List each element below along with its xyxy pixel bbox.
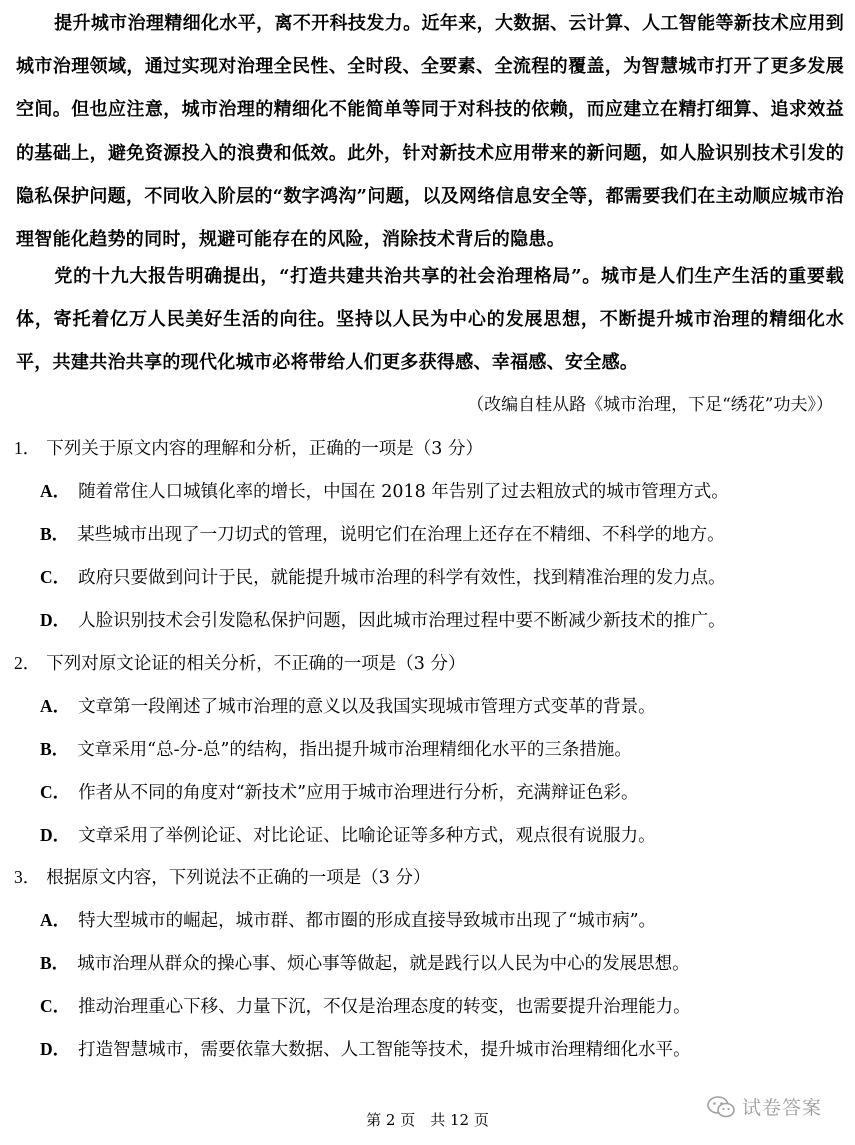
passage-paragraph-1-text: 提升城市治理精细化水平，离不开科技发力。近年来，大数据、云计算、人工智能等新技术应用到城市治理领域，通过实现对治理全民性、全时段、全要素、全流程的覆盖，为智慧城市打开了更多发展空间。但也应注意，城市治理的精细化不能简单等同于对科技的依赖，而应建立在精打细算、追求效益的基础上，避免资源投入的浪费和低效。此外，针对新技术应用带来的新问题，如人脸识别技术引发的隐私保护问题，不同收入阶层的“数字鸿沟”问题，以及网络信息安全等，都需要我们在主动顺应城市治理智能化趋势的同时，规避可能存在的风险，消除技术背后的隐患。 [16, 13, 844, 251]
question-3 [14, 856, 430, 900]
question-1-option-d [40, 599, 726, 643]
question-3-option-b [40, 942, 690, 986]
option-text: 文章采用了举例论证、对比论证、比喻论证等多种方式，观点很有说服力。 [78, 826, 656, 846]
watermark [706, 1093, 822, 1120]
question-2-option-d [40, 814, 656, 858]
question-2-option-c [40, 771, 639, 815]
option-text: 文章采用“总-分-总”的结构，指出提升城市治理精细化水平的三条措施。 [77, 740, 632, 760]
watermark-text: 试卷答案 [742, 1097, 823, 1119]
option-letter: C． [40, 996, 71, 1016]
option-text: 城市治理从群众的操心事、烦心事等做起，就是践行以人民为中心的发展思想。 [77, 954, 690, 974]
passage-paragraph-1 [16, 2, 844, 261]
option-text: 推动治理重心下移、力量下沉，不仅是治理态度的转变，也需要提升治理能力。 [78, 997, 691, 1017]
option-text: 随着常住人口城镇化率的增长，中国在 2018 年告别了过去粗放式的城市管理方式。 [78, 482, 729, 502]
question-1-option-b [40, 513, 725, 557]
passage-paragraph-2-text: 党的十九大报告明确提出，“打造共建共治共享的社会治理格局”。城市是人们生产生活的重要载体，寄托着亿万人民美好生活的向往。坚持以人民为中心的发展思想，不断提升城市治理的精细化水平，共建共治共享的现代化城市必将带给人们更多获得感、幸福感、安全感。 [16, 266, 844, 374]
question-1-stem: 下列关于原文内容的理解和分析，正确的一项是（3 分） [46, 439, 483, 459]
option-text: 某些城市出现了一刀切式的管理，说明它们在治理上还存在不精细、不科学的地方。 [77, 525, 725, 545]
option-letter: C． [40, 782, 71, 802]
page-footer: 第 2 页 共 12 页 [366, 1111, 489, 1129]
passage-paragraph-2 [16, 255, 844, 385]
question-1 [14, 427, 483, 471]
wechat-icon [706, 1095, 736, 1119]
option-text: 作者从不同的角度对“新技术”应用于城市治理进行分析，充满辩证色彩。 [78, 783, 639, 803]
option-letter: A． [40, 696, 71, 716]
option-letter: D． [40, 825, 71, 845]
question-3-stem: 根据原文内容，下列说法不正确的一项是（3 分） [46, 868, 431, 888]
question-2-stem: 下列对原文论证的相关分析，不正确的一项是（3 分） [46, 654, 466, 674]
question-2-option-b [40, 728, 632, 772]
question-1-option-c [40, 556, 726, 600]
option-letter: D． [40, 1039, 71, 1059]
question-2 [14, 642, 465, 686]
option-letter: B． [40, 953, 70, 973]
option-text: 文章第一段阐述了城市治理的意义以及我国实现城市管理方式变革的背景。 [78, 697, 656, 717]
question-3-number: 3． [14, 867, 41, 887]
option-letter: D． [40, 610, 71, 630]
option-letter: B． [40, 524, 70, 544]
option-letter: A． [40, 910, 71, 930]
question-3-option-a [40, 899, 656, 943]
question-3-option-c [40, 985, 691, 1029]
question-1-option-a [40, 470, 729, 514]
question-1-number: 1． [14, 438, 41, 458]
question-2-option-a [40, 685, 656, 729]
option-text: 政府只要做到问计于民，就能提升城市治理的科学有效性，找到精准治理的发力点。 [78, 568, 726, 588]
option-letter: B． [40, 739, 70, 759]
option-text: 人脸识别技术会引发隐私保护问题，因此城市治理过程中要不断减少新技术的推广。 [78, 611, 726, 631]
option-text: 打造智慧城市，需要依靠大数据、人工智能等技术，提升城市治理精细化水平。 [78, 1040, 691, 1060]
question-2-number: 2． [14, 653, 41, 673]
option-letter: A． [40, 481, 71, 501]
question-3-option-d [40, 1028, 691, 1072]
option-letter: C． [40, 567, 71, 587]
option-text: 特大型城市的崛起，城市群、都市圈的形成直接导致城市出现了“城市病”。 [78, 911, 657, 931]
passage-source: （改编自桂从路《城市治理，下足“绣花”功夫》） [467, 395, 833, 415]
